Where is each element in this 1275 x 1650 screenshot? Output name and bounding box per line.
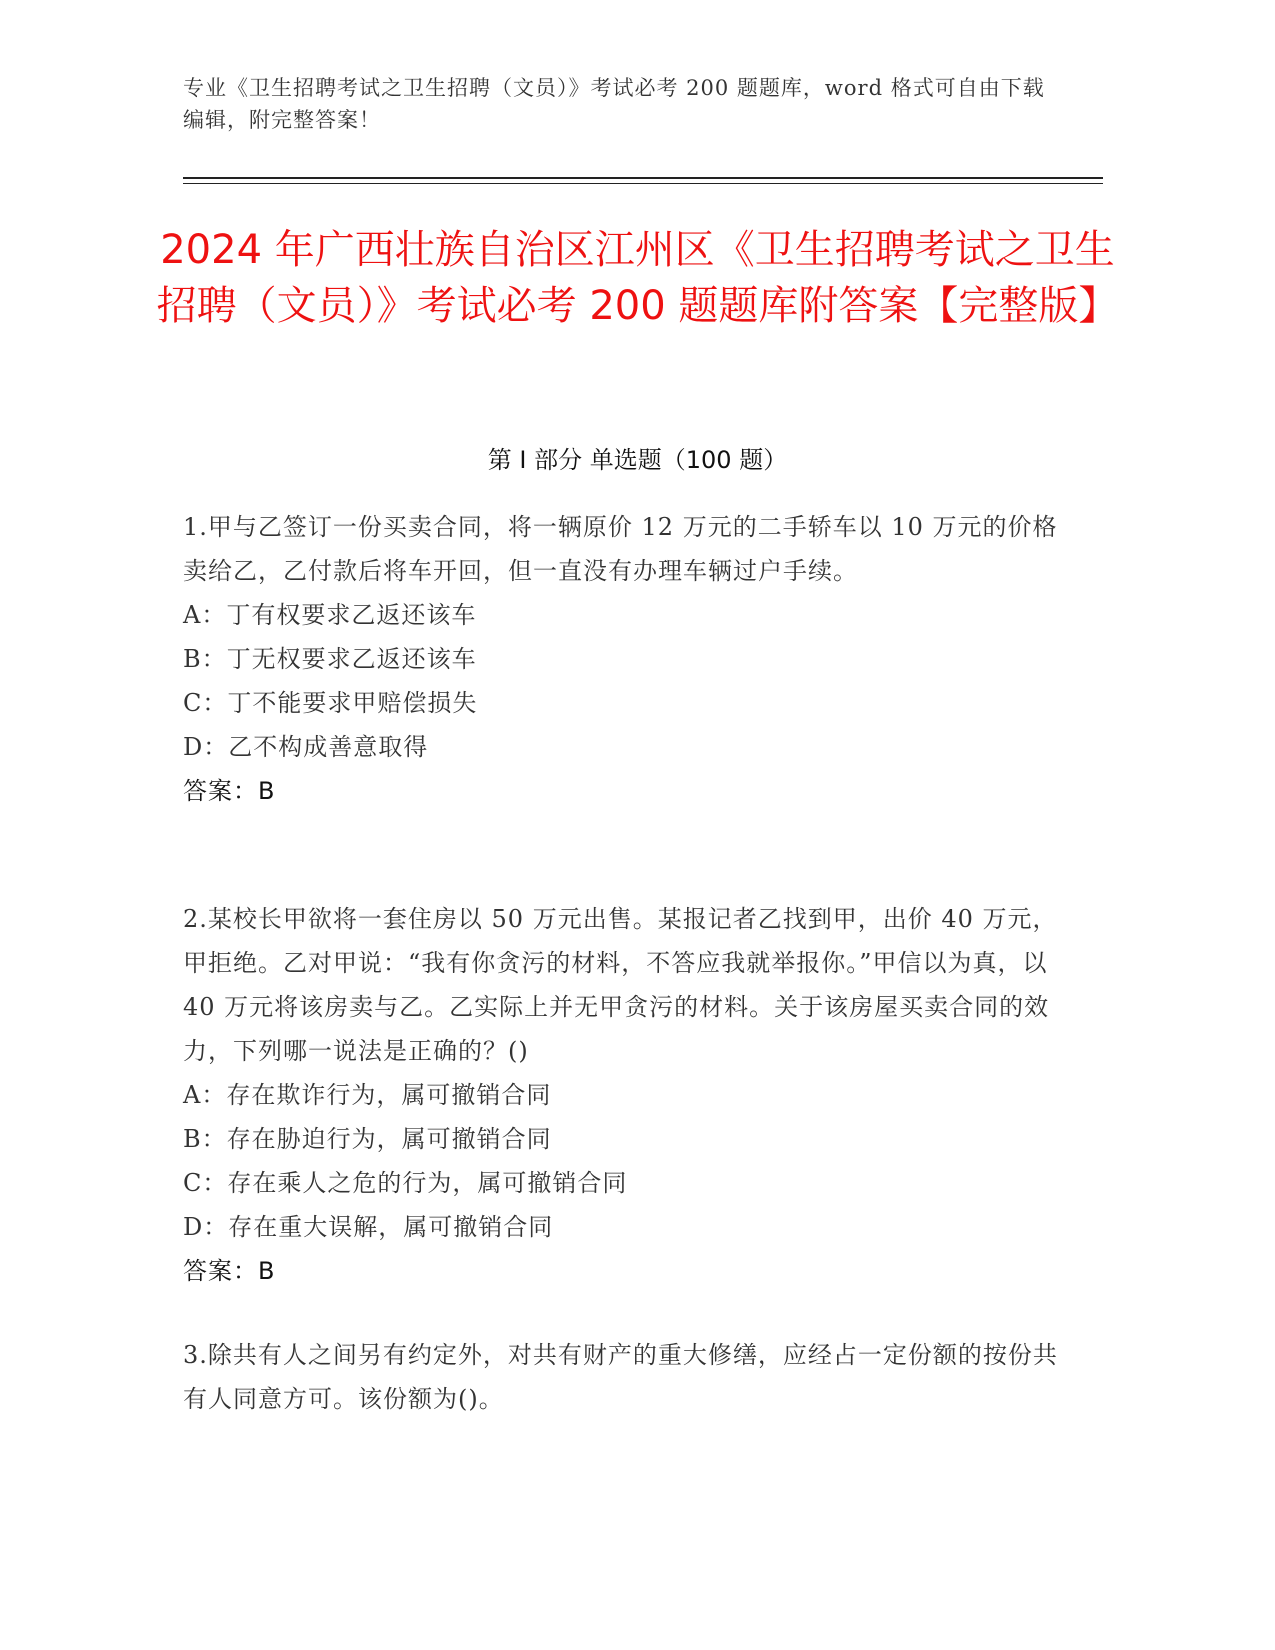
option-b: B：存在胁迫行为，属可撤销合同 — [183, 1125, 552, 1153]
section-heading: 第 I 部分 单选题（100 题） — [487, 446, 788, 474]
question-stem: 1.甲与乙签订一份买卖合同，将一辆原价 12 万元的二手轿车以 10 万元的价格卖给乙，乙付款后将车开回，但一直没有办理车辆过户手续。 — [183, 513, 1058, 585]
header-divider-thin — [183, 183, 1103, 184]
option-a: A：丁有权要求乙返还该车 — [183, 601, 477, 629]
answer: 答案：B — [183, 777, 276, 805]
header-divider-thick — [183, 177, 1103, 179]
question-stem: 3.除共有人之间另有约定外，对共有财产的重大修缮，应经占一定份额的按份共有人同意方可。该份额为()。 — [183, 1341, 1058, 1413]
question-stem: 2.某校长甲欲将一套住房以 50 万元出售。某报记者乙找到甲，出价 40 万元，甲拒绝。乙对甲说：“我有你贪污的材料，不答应我就举报你。”甲信以为真，以 40 万元将该房卖与乙。乙实际上并无甲贪污的材料。关于该房屋买卖合同的效力，下列哪一说法是正确的？() — [183, 905, 1058, 1065]
question-3 — [183, 1333, 1063, 1421]
answer: 答案：B — [183, 1257, 276, 1285]
header-note: 专业《卫生招聘考试之卫生招聘（文员）》考试必考 200 题题库，word 格式可自由下载编辑，附完整答案！ — [183, 76, 1045, 132]
question-2 — [183, 897, 1063, 1293]
document-title: 2024 年广西壮族自治区江州区《卫生招聘考试之卫生招聘（文员）》考试必考 200 题题库附答案【完整版】 — [156, 227, 1119, 329]
option-c: C：存在乘人之危的行为，属可撤销合同 — [183, 1169, 628, 1197]
option-c: C：丁不能要求甲赔偿损失 — [183, 689, 478, 717]
option-d: D：存在重大误解，属可撤销合同 — [183, 1213, 554, 1241]
option-b: B：丁无权要求乙返还该车 — [183, 645, 477, 673]
option-a: A：存在欺诈行为，属可撤销合同 — [183, 1081, 552, 1109]
question-1 — [183, 505, 1063, 813]
option-d: D：乙不构成善意取得 — [183, 733, 429, 761]
